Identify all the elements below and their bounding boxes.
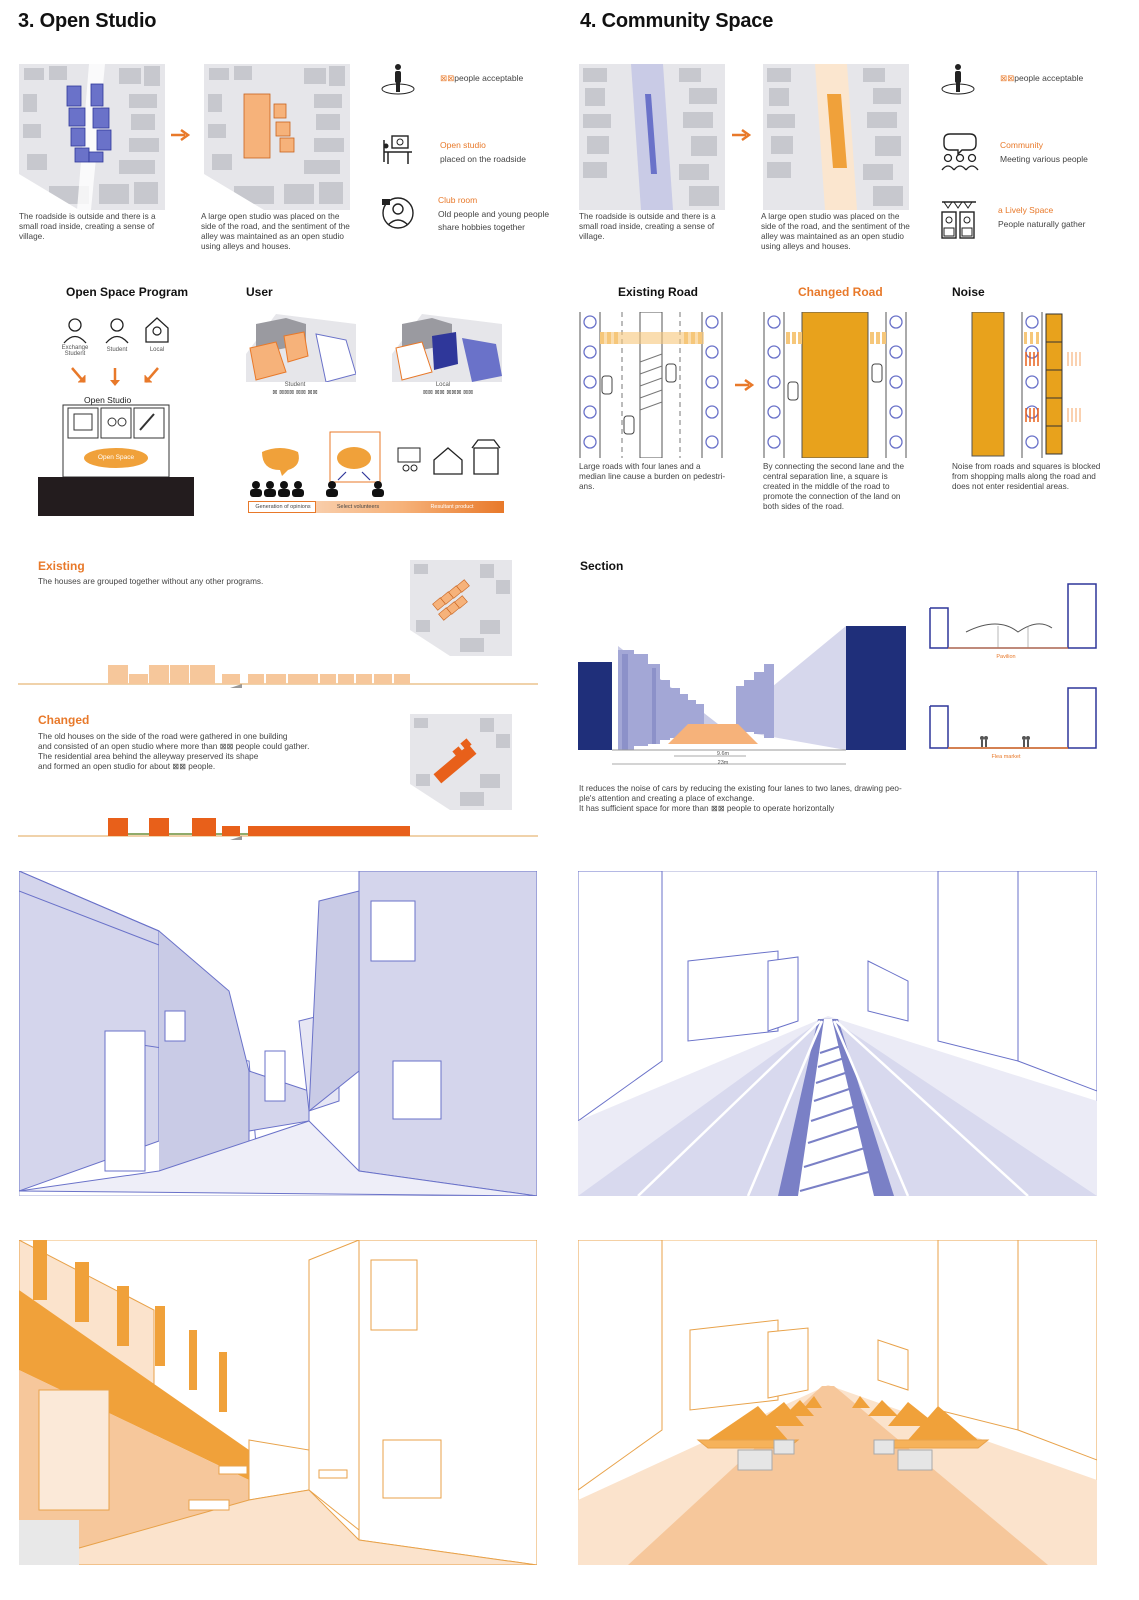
icon-desc: People naturally gather — [998, 219, 1086, 229]
section-pavilion — [928, 582, 1098, 652]
user-process-diagram — [248, 430, 504, 502]
section-title-open-studio: 3. Open Studio — [18, 10, 157, 32]
icon-desc: people acceptable — [454, 73, 524, 83]
local-label: Local — [435, 382, 451, 388]
changed-desc-line: and consisted of an open studio where more than ⊠⊠ people could gather. — [38, 742, 310, 751]
arrow-right-icon — [170, 128, 192, 142]
icon-title: Club room — [438, 195, 478, 205]
map-caption-changed: A large open studio was placed on the side of the road, and the sentiment of the alley was maintained as an open studio using alleys and houses. — [201, 212, 350, 251]
icon-desc: Meeting various people — [1000, 154, 1088, 164]
changed-desc-line: The old houses on the side of the road were gathered in one building — [38, 732, 288, 741]
student-sub: ⊠ ⊠⊠⊠ ⊠⊠ ⊠⊠ — [272, 390, 318, 396]
person-standing-icon — [940, 62, 976, 98]
flea-market-label: Flea market — [991, 754, 1021, 760]
map-caption-existing: The roadside is outside and there is a small road inside, creating a sense of village. — [19, 212, 156, 241]
road-caption-changed: By connecting the second lane and the central separation line, a square is created in the middle of the road to promote the connection of the land on both sides of the road. — [763, 462, 905, 511]
map-caption-changed-road: A large open studio was placed on the side of the road, and the sentiment of the alley was maintained as an open studio using alleys and houses. — [761, 212, 910, 251]
club-room-icon — [380, 195, 416, 231]
studio-desk-icon — [380, 132, 416, 168]
student-label: Student — [284, 382, 306, 388]
local-axonometric — [392, 314, 502, 382]
program-title: Open Space Program — [66, 285, 189, 299]
existing-title: Existing — [38, 559, 85, 573]
open-studio-label: Open Studio — [84, 395, 132, 405]
dim-outer: 23m — [717, 760, 729, 766]
user-label-student: Student — [106, 347, 128, 353]
dim-inner: 9.6m — [716, 751, 730, 757]
process-step-1: Generation of opinions — [255, 504, 311, 510]
road-plan-changed — [762, 312, 908, 458]
community-people-icon — [940, 132, 980, 172]
map-existing-small — [410, 560, 512, 656]
road-title-noise: Noise — [952, 285, 985, 299]
road-plan-noise — [970, 312, 1116, 458]
icon-desc: people acceptable — [1014, 73, 1084, 83]
section-perspective — [578, 624, 908, 772]
section-flea-market — [928, 686, 1098, 752]
student-icon — [104, 316, 130, 344]
pavilion-label: Pavilion — [996, 654, 1016, 660]
elevation-existing — [18, 660, 538, 690]
icon-desc: Old people and young people share hobbies together — [438, 209, 550, 232]
map-changed-village — [204, 64, 350, 210]
arrow-right-icon — [734, 378, 756, 392]
road-title-existing: Existing Road — [618, 285, 699, 299]
user-label-local: Local — [149, 347, 165, 353]
student-axonometric — [246, 314, 356, 382]
existing-desc: The houses are grouped together without any other programs. — [38, 577, 264, 586]
icon-title: Community — [1000, 140, 1043, 150]
process-step-3: Resultant product — [430, 504, 474, 510]
user-label-exchange: Exchange Student — [61, 345, 89, 357]
icon-title: a Lively Space — [998, 205, 1054, 215]
map-changed-road — [763, 64, 909, 210]
person-standing-icon — [380, 62, 416, 98]
user-title: User — [246, 285, 273, 299]
arrow-right-icon — [731, 128, 753, 142]
section-desc — [579, 784, 902, 814]
process-step-2: Select volunteers — [336, 504, 380, 510]
open-space-label: Open Space — [97, 454, 135, 461]
alley-perspective-existing — [19, 871, 537, 1196]
icon-desc: placed on the roadside — [440, 154, 527, 164]
arrows-down-icon — [68, 366, 164, 388]
changed-desc-line: The residential area behind the alleyway preserved its shape — [38, 752, 259, 761]
road-title-changed: Changed Road — [798, 285, 883, 299]
count-mark: ⊠⊠ — [1000, 73, 1015, 83]
changed-desc — [38, 732, 309, 772]
road-plan-existing — [578, 312, 724, 458]
road-perspective-existing — [578, 871, 1097, 1196]
student-icon — [62, 316, 88, 344]
road-caption-existing: Large roads with four lanes and a median line cause a burden on pedestri-ans. — [579, 462, 726, 491]
icon-title: Open studio — [440, 140, 486, 150]
map-caption-existing-road: The roadside is outside and there is a small road inside, creating a sense of village. — [579, 212, 716, 241]
house-icon — [144, 316, 170, 344]
section-title-community-space: 4. Community Space — [580, 10, 774, 32]
map-changed-small — [410, 714, 512, 810]
section-desc-line: It reduces the noise of cars by reducing the existing four lanes to two lanes, drawing peo- — [579, 784, 902, 793]
market-stall-icon — [940, 200, 978, 240]
changed-title: Changed — [38, 713, 90, 727]
map-existing-village — [19, 64, 165, 210]
local-sub: ⊠⊠ ⊠⊠ ⊠⊠⊠ ⊠⊠ — [422, 390, 474, 396]
elevation-changed — [18, 812, 538, 842]
alley-perspective-changed — [19, 1240, 537, 1565]
section-desc-line: ple's attention and creating a place of exchange. — [579, 794, 755, 803]
section-desc-line: It has sufficient space for more than ⊠⊠ people to operate horizontally — [579, 804, 835, 813]
count-mark: ⊠⊠ — [440, 73, 455, 83]
map-existing-road — [579, 64, 725, 210]
changed-desc-line: and formed an open studio for about ⊠⊠ people. — [38, 762, 216, 771]
road-perspective-changed — [578, 1240, 1097, 1565]
section-title: Section — [580, 559, 624, 573]
road-caption-noise: Noise from roads and squares is blocked from shopping malls along the road and does not enter residential areas. — [952, 462, 1101, 491]
